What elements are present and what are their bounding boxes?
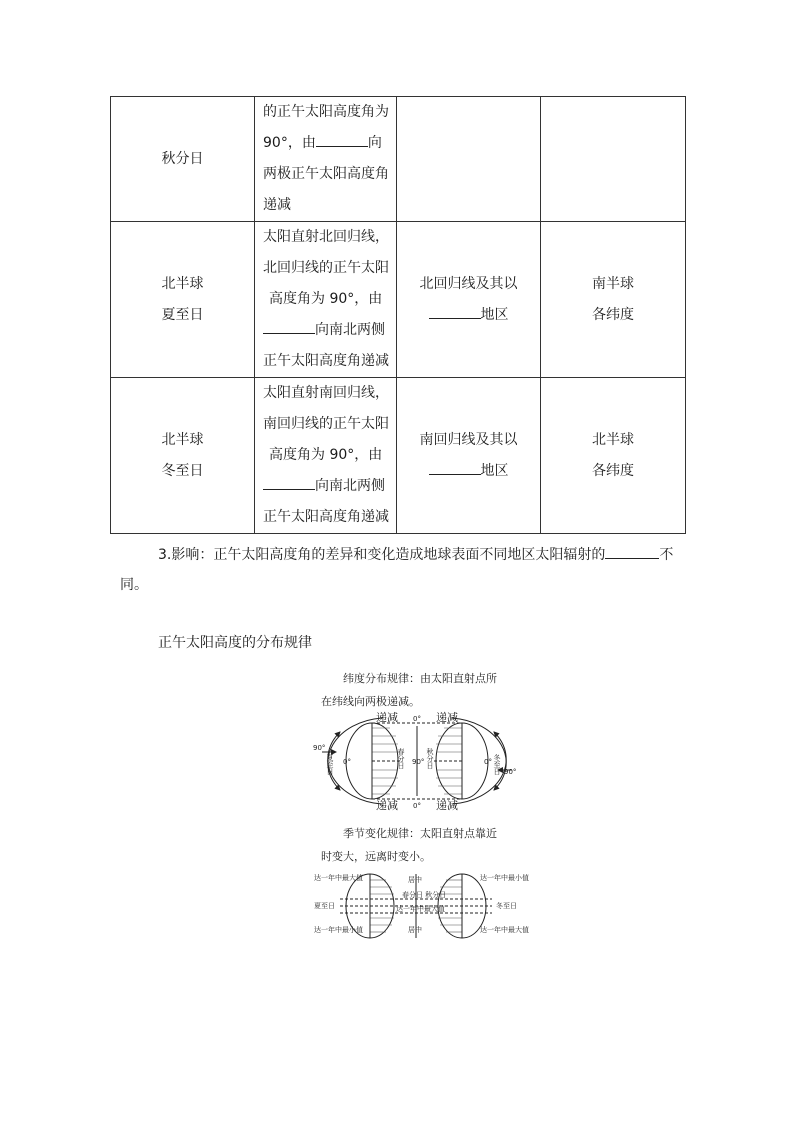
- svg-text:递减: 递减: [436, 711, 458, 724]
- solar-altitude-table: [110, 96, 686, 534]
- svg-text:0°: 0°: [343, 758, 351, 766]
- arrow-arc: [328, 732, 382, 804]
- fill-blank[interactable]: [263, 475, 315, 490]
- cell-empty: [541, 97, 686, 222]
- svg-text:达一年中最大值: 达一年中最大值: [396, 905, 445, 913]
- fill-blank[interactable]: [429, 460, 481, 475]
- svg-text:0°: 0°: [413, 802, 421, 810]
- cell-min-region: 北半球 各纬度: [541, 378, 686, 534]
- svg-text:秋分日: 秋分日: [426, 748, 434, 769]
- cell-description: 的正午太阳高度角为 90°，由 向 两极正午太阳高度角 递减: [255, 97, 397, 222]
- svg-text:递减: 递减: [376, 711, 398, 724]
- table-row: [111, 97, 686, 222]
- svg-text:达一年中最大值: 达一年中最大值: [480, 926, 529, 934]
- diagram2-caption: 季节变化规律：太阳直射点靠近 时变大，远离时变小。: [321, 827, 497, 863]
- fill-blank[interactable]: [429, 304, 481, 319]
- svg-text:夏至日: 夏至日: [314, 902, 335, 910]
- svg-text:居中: 居中: [408, 926, 422, 934]
- influence-paragraph: 3.影响：正午太阳高度角的差异和变化造成地球表面不同地区太阳辐射的 不 同。: [120, 540, 680, 600]
- seasonal-variation-diagram: [312, 870, 529, 942]
- svg-text:0°: 0°: [413, 715, 421, 723]
- cell-max-region: 北回归线及其以 地区: [397, 222, 541, 378]
- svg-text:90°: 90°: [313, 744, 326, 752]
- svg-text:冬至日: 冬至日: [496, 902, 517, 910]
- svg-text:递减: 递减: [436, 799, 458, 812]
- svg-text:达一年中最小值: 达一年中最小值: [314, 926, 363, 934]
- svg-text:春分日 秋分日: 春分日 秋分日: [402, 891, 447, 899]
- fill-blank[interactable]: [263, 319, 315, 334]
- cell-description: 太阳直射南回归线， 南回归线的正午太阳 高度角为 90°，由 向南北两侧 正午太阳高度角递减: [255, 378, 397, 534]
- arrow-arc: [328, 718, 382, 790]
- cell-max-region: 南回归线及其以 地区: [397, 378, 541, 534]
- cell-date: 秋分日: [111, 97, 255, 222]
- svg-text:0°: 0°: [484, 758, 492, 766]
- svg-text:达一年中最小值: 达一年中最小值: [480, 874, 529, 882]
- svg-text:居中: 居中: [408, 876, 422, 884]
- fill-blank[interactable]: [316, 132, 368, 147]
- svg-text:夏至日: 夏至日: [326, 754, 334, 775]
- fill-blank[interactable]: [605, 544, 659, 559]
- cell-empty: [397, 97, 541, 222]
- svg-text:达一年中最大值: 达一年中最大值: [314, 874, 363, 882]
- diagram1-caption: 纬度分布规律：由太阳直射点所 在纬线向两极递减。: [321, 672, 497, 708]
- svg-text:春分日: 春分日: [397, 748, 405, 769]
- table-row: [111, 222, 686, 378]
- section-title: 正午太阳高度的分布规律: [158, 635, 312, 651]
- cell-date: 北半球 冬至日: [111, 378, 255, 534]
- svg-text:90°: 90°: [504, 768, 517, 776]
- cell-min-region: 南半球 各纬度: [541, 222, 686, 378]
- svg-text:冬至日: 冬至日: [493, 754, 501, 775]
- cell-date: 北半球 夏至日: [111, 222, 255, 378]
- svg-text:递减: 递减: [376, 799, 398, 812]
- latitude-distribution-diagram: [312, 712, 522, 810]
- table-row: [111, 378, 686, 534]
- svg-text:90°: 90°: [412, 758, 425, 766]
- cell-description: 太阳直射北回归线， 北回归线的正午太阳 高度角为 90°，由 向南北两侧 正午太阳高度角递减: [255, 222, 397, 378]
